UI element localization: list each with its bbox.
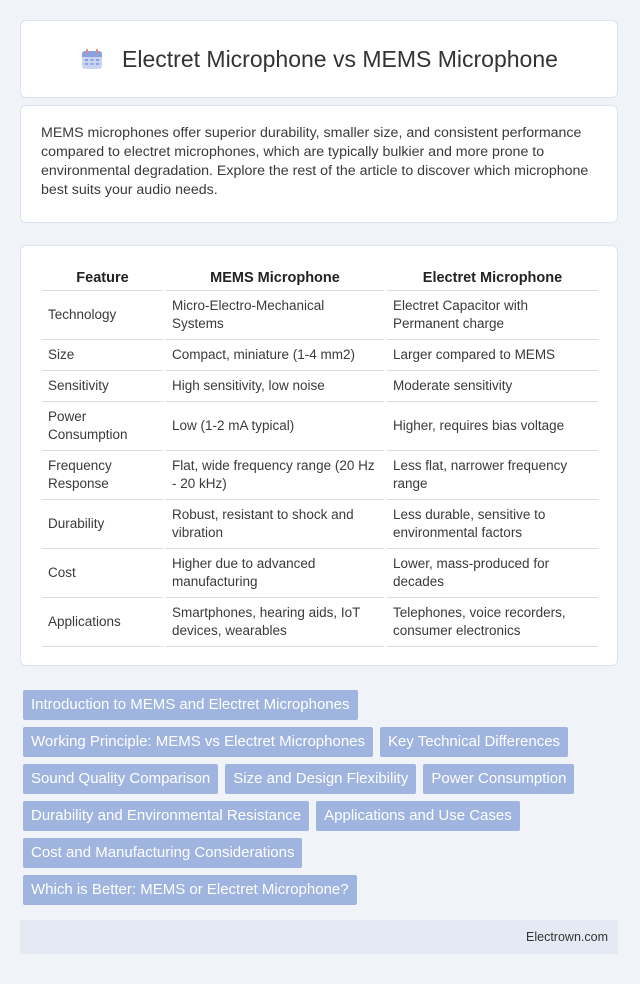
table-cell: Sensitivity (42, 371, 165, 402)
comparison-table-card (20, 245, 618, 666)
table-cell: Applications (42, 598, 165, 647)
table-row (42, 549, 598, 598)
table-cell: Compact, miniature (1-4 mm2) (165, 340, 386, 371)
table-cell: Less flat, narrower frequency range (386, 451, 599, 500)
tag-row (23, 838, 613, 868)
table-cell: Technology (42, 291, 165, 340)
tag-row (23, 690, 613, 720)
table-cell: Higher, requires bias voltage (386, 402, 599, 451)
footer (20, 920, 618, 954)
column-header-mems: MEMS Microphone (165, 266, 386, 291)
comparison-table (42, 266, 598, 647)
tag-link[interactable]: Which is Better: MEMS or Electret Microphone? (23, 875, 357, 905)
table-cell: Durability (42, 500, 165, 549)
title-wrap (80, 46, 558, 73)
tag-link[interactable]: Cost and Manufacturing Considerations (23, 838, 302, 868)
table-row (42, 291, 598, 340)
table-cell: Less durable, sensitive to environmental factors (386, 500, 599, 549)
table-cell: Frequency Response (42, 451, 165, 500)
tag-link[interactable]: Working Principle: MEMS vs Electret Microphones (23, 727, 373, 757)
table-cell: Robust, resistant to shock and vibration (165, 500, 386, 549)
table-row (42, 451, 598, 500)
title-card (20, 20, 618, 98)
tag-link[interactable]: Power Consumption (423, 764, 574, 794)
intro-card (20, 105, 618, 223)
table-cell: Telephones, voice recorders, consumer electronics (386, 598, 599, 647)
page-title: Electret Microphone vs MEMS Microphone (122, 45, 558, 72)
table-row (42, 402, 598, 451)
table-row (42, 598, 598, 647)
tag-link[interactable]: Durability and Environmental Resistance (23, 801, 309, 831)
table-cell: Higher due to advanced manufacturing (165, 549, 386, 598)
column-header-feature: Feature (42, 266, 165, 291)
table-cell: Power Consumption (42, 402, 165, 451)
table-cell: Electret Capacitor with Permanent charge (386, 291, 599, 340)
tag-row (23, 875, 613, 905)
table-cell: Larger compared to MEMS (386, 340, 599, 371)
table-cell: High sensitivity, low noise (165, 371, 386, 402)
tag-link[interactable]: Sound Quality Comparison (23, 764, 218, 794)
table-row (42, 371, 598, 402)
tag-row (23, 801, 613, 831)
table-cell: Low (1-2 mA typical) (165, 402, 386, 451)
table-cell: Flat, wide frequency range (20 Hz - 20 kHz) (165, 451, 386, 500)
table-cell: Lower, mass-produced for decades (386, 549, 599, 598)
table-cell: Smartphones, hearing aids, IoT devices, wearables (165, 598, 386, 647)
table-row (42, 500, 598, 549)
tag-link[interactable]: Key Technical Differences (380, 727, 568, 757)
intro-text: MEMS microphones offer superior durability, smaller size, and consistent performance compared to electret microphones, which are typically bulkier and more prone to environmental degradation. Explore the rest of the article to discover which microphone best suits your audio needs. (41, 125, 589, 198)
tag-link[interactable]: Size and Design Flexibility (225, 764, 416, 794)
tag-row (23, 727, 613, 757)
topic-tags (23, 690, 613, 912)
column-header-electret: Electret Microphone (386, 266, 599, 291)
calendar-icon (80, 47, 104, 71)
table-cell: Cost (42, 549, 165, 598)
table-header-row (42, 266, 598, 291)
table-row (42, 340, 598, 371)
footer-site-link[interactable]: Electrown.com (526, 930, 608, 944)
table-cell: Size (42, 340, 165, 371)
tag-link[interactable]: Introduction to MEMS and Electret Microphones (23, 690, 358, 720)
tag-row (23, 764, 613, 794)
tag-link[interactable]: Applications and Use Cases (316, 801, 520, 831)
table-cell: Micro-Electro-Mechanical Systems (165, 291, 386, 340)
table-cell: Moderate sensitivity (386, 371, 599, 402)
